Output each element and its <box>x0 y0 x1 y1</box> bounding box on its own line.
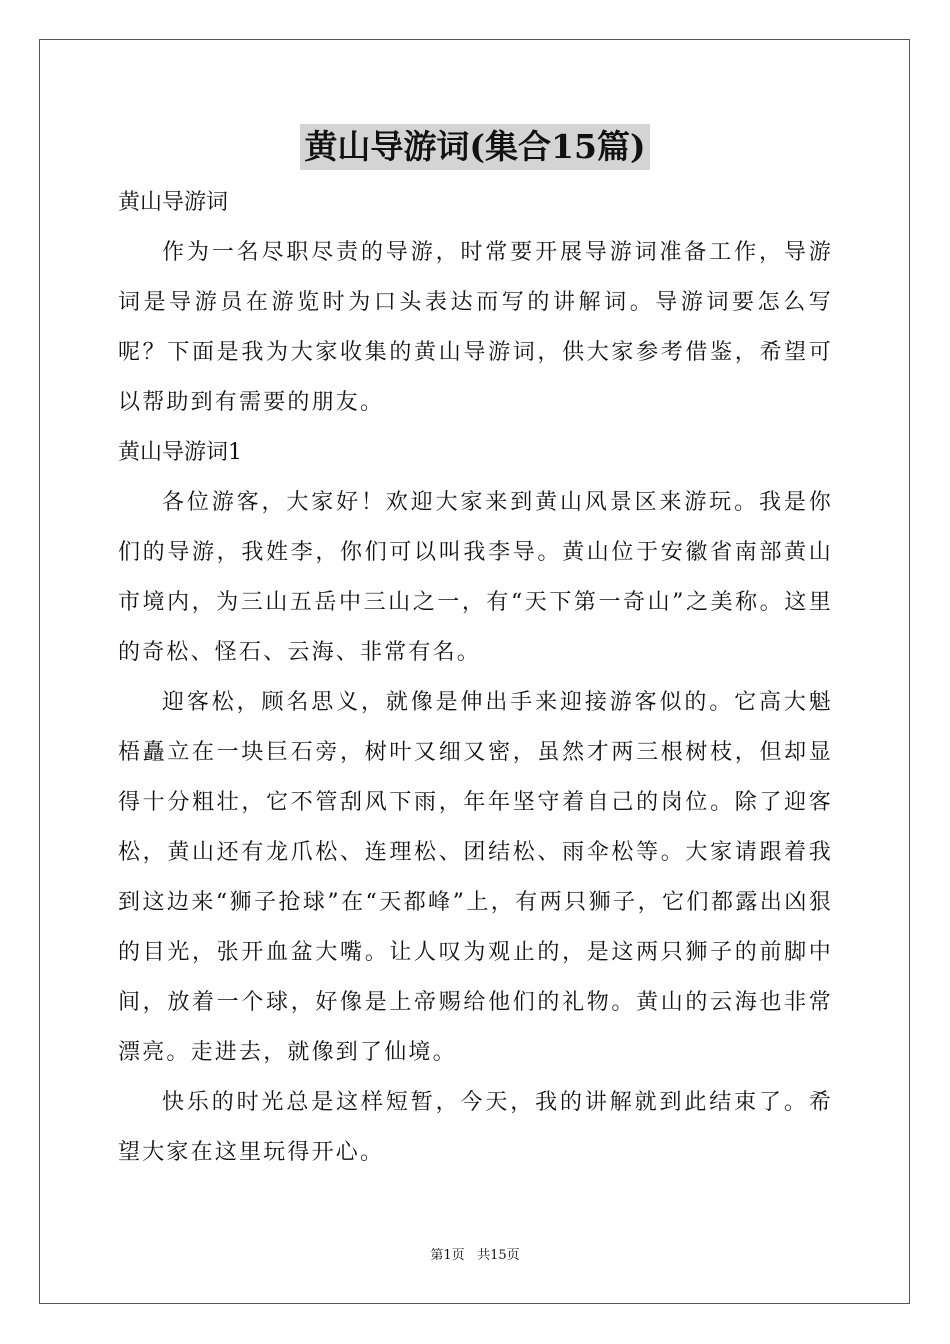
intro-paragraph: 作为一名尽职尽责的导游，时常要开展导游词准备工作，导游词是导游员在游览时为口头表达而写的讲解词。导游词要怎么写呢？下面是我为大家收集的黄山导游词，供大家参考借鉴，希望可以帮助到有需要的朋友。 <box>118 240 833 415</box>
body-paragraph: 快乐的时光总是这样短暂，今天，我的讲解就到此结束了。希望大家在这里玩得开心。 <box>118 1090 833 1165</box>
section-heading: 黄山导游词 <box>118 190 229 215</box>
page-number: 第1页 <box>430 1248 465 1263</box>
page-total: 共15页 <box>477 1248 520 1263</box>
document-title: 黄山导游词(集合15篇) <box>300 124 649 170</box>
body-paragraph: 各位游客，大家好！欢迎大家来到黄山风景区来游玩。我是你们的导游，我姓李，你们可以叫我李导。黄山位于安徽省南部黄山市境内，为三山五岳中三山之一，有“天下第一奇山”之美称。这里的奇松、怪石、云海、非常有名。 <box>118 490 833 665</box>
body-paragraph: 迎客松，顾名思义，就像是伸出手来迎接游客似的。它高大魁梧矗立在一块巨石旁，树叶又细又密，虽然才两三根树枝，但却显得十分粗壮，它不管刮风下雨，年年坚守着自己的岗位。除了迎客松，黄山还有龙爪松、连理松、团结松、雨伞松等。大家请跟着我到这边来“狮子抢球”在“天都峰”上，有两只狮子，它们都露出凶狠的目光，张开血盆大嘴。让人叹为观止的，是这两只狮子的前脚中间，放着一个球，好像是上帝赐给他们的礼物。黄山的云海也非常漂亮。走进去，就像到了仙境。 <box>118 690 833 1065</box>
section-heading: 黄山导游词1 <box>118 440 242 465</box>
document-body <box>118 178 833 1178</box>
title-container <box>0 124 950 170</box>
page-footer <box>0 1246 950 1266</box>
